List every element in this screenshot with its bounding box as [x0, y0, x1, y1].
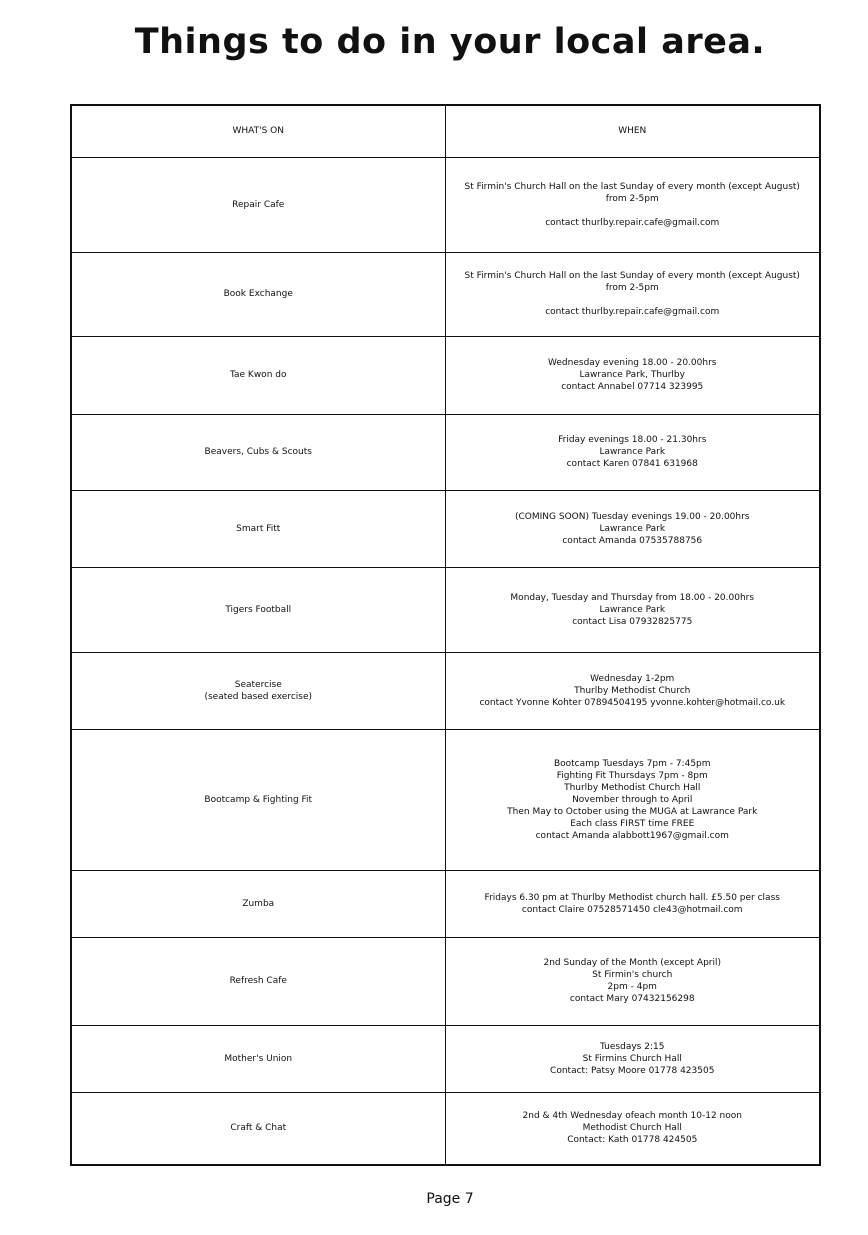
schedule-line: contact thurlby.repair.cafe@gmail.com — [545, 217, 720, 228]
schedule-cell — [445, 870, 820, 937]
table-row — [71, 652, 820, 729]
activity-cell — [71, 336, 445, 414]
schedule-line: Tuesdays 2:15 — [600, 1041, 665, 1052]
activity-cell — [71, 567, 445, 652]
schedule-line: Fighting Fit Thursdays 7pm - 8pm — [556, 770, 708, 781]
activity-name: (seated based exercise) — [204, 691, 313, 702]
table-row — [71, 252, 820, 336]
schedule-line: Wednesday 1-2pm — [590, 673, 675, 684]
table-row — [71, 414, 820, 490]
schedule-cell — [445, 937, 820, 1025]
schedule-line: Methodist Church Hall — [582, 1123, 682, 1134]
table-row — [71, 336, 820, 414]
schedule-line: Fridays 6.30 pm at Thurlby Methodist church hall. £5.50 per class — [484, 892, 780, 903]
activity-name: Tae Kwon do — [230, 370, 287, 380]
schedule-line: Contact: Kath 01778 424505 — [567, 1135, 698, 1146]
schedule-line: St Firmin's Church Hall on the last Sunday of every month (except August) from 2-5pm — [464, 271, 800, 293]
activity-name: Zumba — [242, 898, 275, 909]
schedule-line: Thurlby Methodist Church — [574, 685, 691, 696]
activity-name: Refresh Cafe — [229, 976, 287, 986]
table-row — [71, 870, 820, 937]
activity-cell — [71, 1092, 445, 1165]
header-whats-on: WHAT'S ON — [71, 105, 445, 157]
schedule-line: Lawrance Park, Thurlby — [579, 370, 685, 380]
activity-name: Smart Fitt — [236, 523, 281, 534]
schedule-line: St Firmins Church Hall — [582, 1053, 682, 1064]
activity-cell — [71, 870, 445, 937]
schedule-line: 2nd & 4th Wednesday ofeach month 10-12 noon — [522, 1111, 742, 1122]
schedule-line — [454, 205, 812, 217]
page-title: Things to do in your local area. — [134, 22, 766, 62]
activity-cell — [71, 729, 445, 870]
activity-cell — [71, 490, 445, 567]
activity-name: Seatercise — [234, 679, 282, 690]
schedule-line: contact Lisa 07932825775 — [572, 616, 693, 627]
schedule-line — [454, 294, 812, 306]
events-table — [70, 104, 821, 1166]
table-row — [71, 567, 820, 652]
schedule-line: contact thurlby.repair.cafe@gmail.com — [545, 307, 720, 317]
activity-cell — [71, 937, 445, 1025]
schedule-cell — [445, 1092, 820, 1165]
table-row — [71, 490, 820, 567]
schedule-line: Then May to October using the MUGA at Lawrance Park — [507, 806, 758, 817]
schedule-line: contact Amanda alabbott1967@gmail.com — [535, 830, 729, 841]
table-header-row — [71, 105, 820, 157]
activity-cell — [71, 652, 445, 729]
schedule-line: Lawrance Park — [599, 447, 666, 457]
header-when: WHEN — [445, 105, 820, 157]
schedule-cell — [445, 414, 820, 490]
schedule-line: contact Amanda 07535788756 — [562, 535, 703, 546]
schedule-line: Lawrance Park — [599, 604, 666, 615]
table-row — [71, 157, 820, 252]
schedule-cell — [445, 729, 820, 870]
schedule-line: Each class FIRST time FREE — [570, 818, 695, 829]
schedule-line: Contact: Patsy Moore 01778 423505 — [550, 1065, 715, 1076]
schedule-line: contact Yvonne Kohter 07894504195 yvonne.kohter@hotmail.co.uk — [479, 697, 786, 708]
schedule-line: November through to April — [572, 794, 693, 805]
schedule-line: Bootcamp Tuesdays 7pm - 7:45pm — [553, 758, 711, 769]
schedule-line: St Firmin's Church Hall on the last Sunday of every month (except August) from 2-5pm — [464, 181, 800, 204]
activity-name: Beavers, Cubs & Scouts — [204, 447, 312, 457]
table-row — [71, 937, 820, 1025]
schedule-line: contact Mary 07432156298 — [569, 994, 695, 1004]
schedule-line: Thurlby Methodist Church Hall — [564, 782, 701, 793]
activity-name: Bootcamp & Fighting Fit — [204, 794, 313, 805]
schedule-line: contact Karen 07841 631968 — [566, 459, 698, 469]
activity-cell — [71, 414, 445, 490]
activity-cell — [71, 252, 445, 336]
schedule-line: contact Claire 07528571450 cle43@hotmail.com — [521, 904, 743, 915]
activity-name: Craft & Chat — [230, 1123, 287, 1134]
page-number: Page 7 — [426, 1191, 474, 1207]
schedule-cell — [445, 490, 820, 567]
schedule-line: Lawrance Park — [599, 523, 666, 534]
activity-name: Book Exchange — [223, 289, 293, 299]
table-row — [71, 1092, 820, 1165]
activity-cell — [71, 157, 445, 252]
activity-cell — [71, 1025, 445, 1092]
schedule-cell — [445, 567, 820, 652]
schedule-line: 2pm - 4pm — [607, 982, 657, 992]
table-row — [71, 1025, 820, 1092]
schedule-line: Wednesday evening 18.00 - 20.00hrs — [548, 358, 717, 368]
schedule-cell — [445, 252, 820, 336]
activity-name: Mother's Union — [224, 1053, 293, 1064]
activity-name: Tigers Football — [225, 604, 292, 615]
schedule-line: Friday evenings 18.00 - 21.30hrs — [558, 435, 707, 445]
activity-name: Repair Cafe — [232, 199, 285, 210]
schedule-line: Monday, Tuesday and Thursday from 18.00 - 20.00hrs — [510, 592, 755, 603]
schedule-cell — [445, 157, 820, 252]
schedule-line: (COMING SOON) Tuesday evenings 19.00 - 20.00hrs — [515, 511, 750, 522]
schedule-cell — [445, 652, 820, 729]
schedule-cell — [445, 1025, 820, 1092]
schedule-cell — [445, 336, 820, 414]
table-row — [71, 729, 820, 870]
schedule-line: 2nd Sunday of the Month (except April) — [543, 958, 721, 968]
schedule-line: St Firmin's church — [592, 970, 673, 980]
schedule-line: contact Annabel 07714 323995 — [561, 382, 704, 392]
